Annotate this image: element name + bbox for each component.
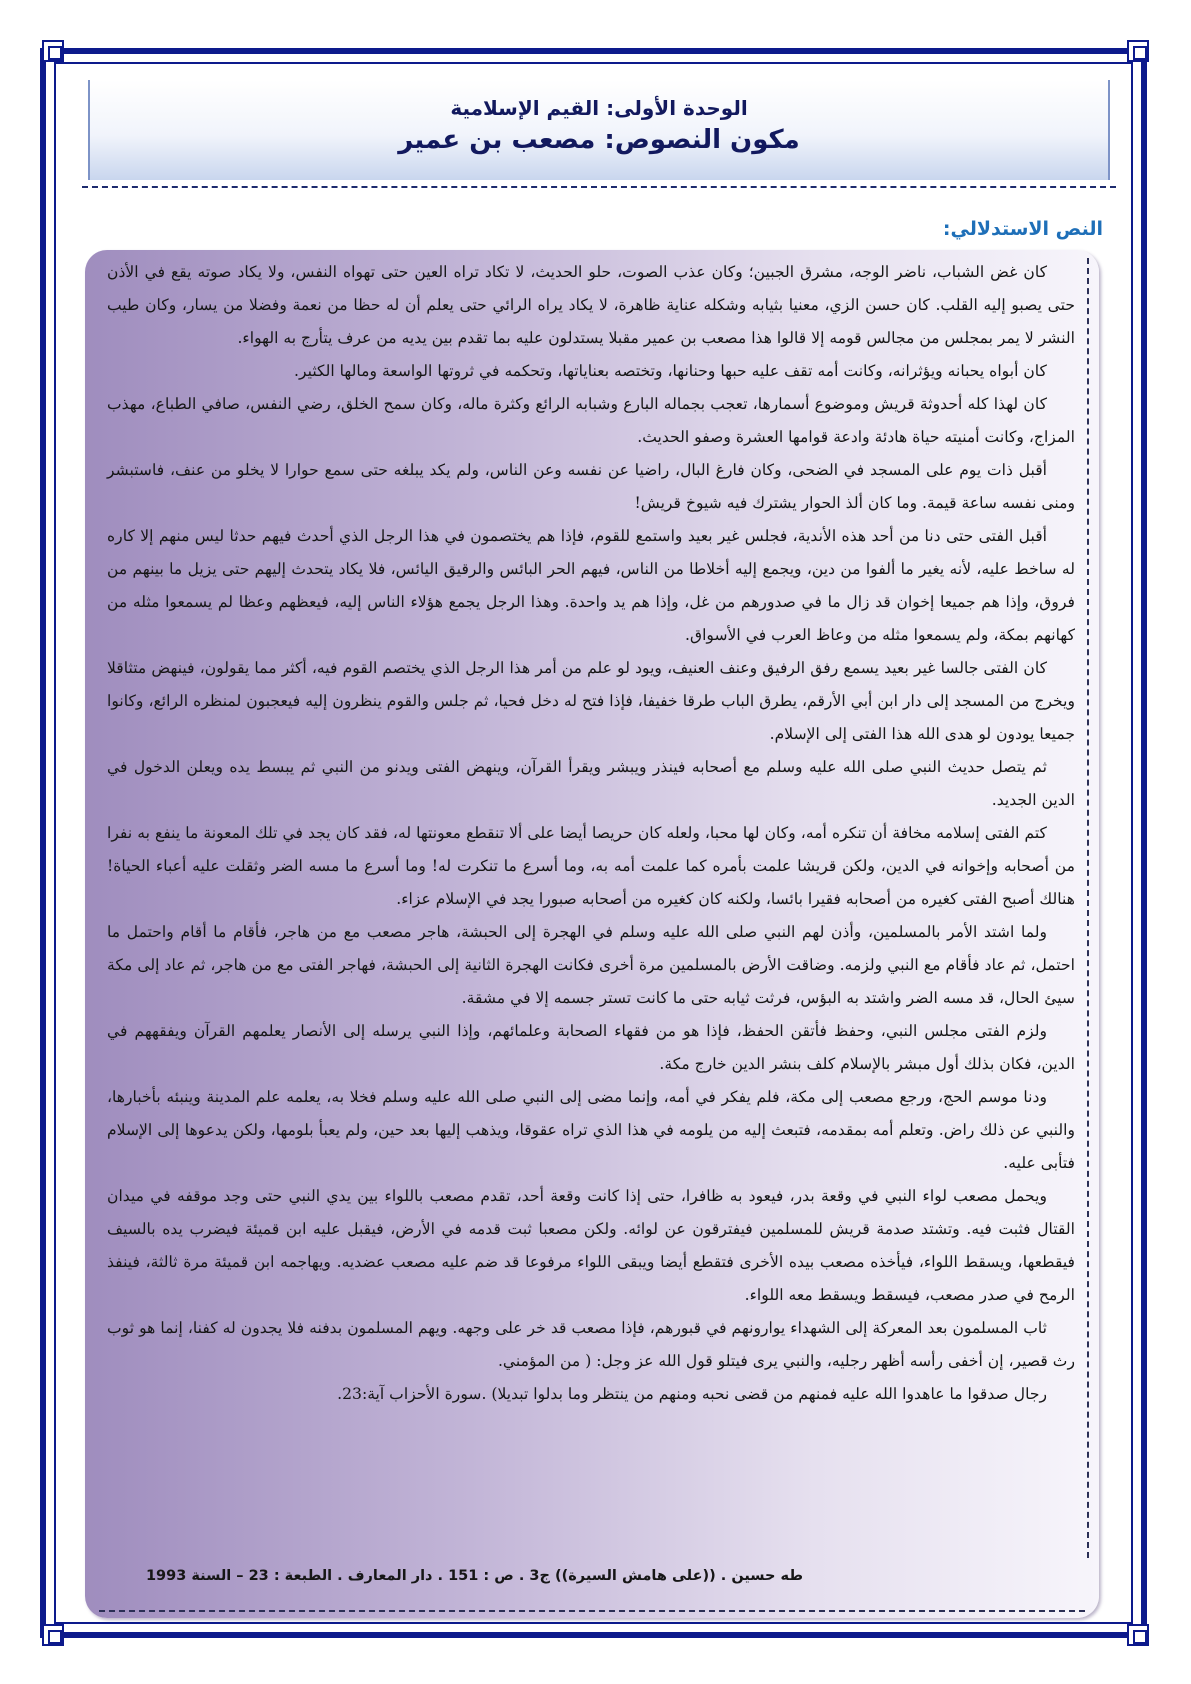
paragraph: أقبل الفتى حتى دنا من أحد هذه الأندية، فجلس غير بعيد واستمع للقوم، فإذا هم يختصمون في هذا الرجل الذي أحدث فيهم حدثا ليس منهم إلا كاره له ساخط عليه، لأنه يغير ما ألفوا من دين، ويجمع إليه أخلاطا من الناس، فيهم الحر البائس والرقيق اليائس، فلا يكاد يتحدث إليهم حتى يزيل ما بينهم من فروق، وإذا هم جميعا إخوان قد زال ما في صدورهم من غل، وإذا هم يد واحدة. وهذا الرجل يجمع هؤلاء الناس إليه، فيعظهم وعظا لم يسمعوا مثله من كهانهم بمكة، ولم يسمعوا مثله من وعاظ العرب في الأسواق. [107, 527, 1075, 644]
paragraph: ويحمل مصعب لواء النبي في وقعة بدر، فيعود به ظافرا، حتى إذا كانت وقعة أحد، تقدم مصعب باللواء بين يدي النبي حتى وجد موقفه في ميدان القتال فثبت فيه. وتشتد صدمة قريش للمسلمين فيفترقون عن لوائه. ولكن مصعبا ثبت قدمه في الأرض، فيقبل عليه ابن قميئة فيضرب يده بالسيف فيقطعها، ويسقط اللواء، فيأخذه مصعب بيده الأخرى فتقطع أيضا ويبقى اللواء مرفوعا قد ضم عليه مصعب عضديه. ويهاجمه ابن قميئة مرة ثالثة، فينفذ الرمح في صدر مصعب، فيسقط ويسقط معه اللواء. [107, 1187, 1075, 1304]
section-label: النص الاستدلالي: [942, 218, 1103, 240]
paragraph: أقبل ذات يوم على المسجد في الضحى، وكان فارغ البال، راضيا عن نفسه وعن الناس، ولم يكد يبلغه حتى سمع حوارا لا يخلو من عنف، فاستبشر ومنى نفسه ساعة قيمة. وما كان ألذ الحوار يشترك فيه شيوخ قريش! [107, 461, 1075, 512]
unit-heading: الوحدة الأولى: القيم الإسلامية [450, 96, 748, 120]
paragraph: ثاب المسلمون بعد المعركة إلى الشهداء يوارونهم في قبورهم، فإذا مصعب قد خر على وجهه. ويهم المسلمون بدفنه فلا يجدون له كفنا، إنما هو ثوب رث قصير، إن أخفى رأسه أظهر رجليه، والنبي يرى فيتلو قول الله عز وجل: ( من المؤمني. [107, 1319, 1075, 1370]
paragraph: ودنا موسم الحج، ورجع مصعب إلى مكة، فلم يفكر في أمه، وإنما مضى إلى النبي صلى الله عليه وسلم فخلا به، يعلمه علم المدينة وينبئه بأخبارها، والنبي عن ذلك راض. وتعلم أمه بمقدمه، فتبعث إليه من يلومه في هذا الذي تراه عقوقا، ويذهب إليها بعد حين، ولم يعبأ بلومها، ولكن يدعوها إلى الإسلام فتأبى عليه. [107, 1088, 1075, 1172]
text-body [107, 256, 1075, 1411]
paragraph: ولما اشتد الأمر بالمسلمين، وأذن لهم النبي صلى الله عليه وسلم في الهجرة إلى الحبشة، هاجر مصعب مع من هاجر، فأقام ما أقام واحتمل ما احتمل، ثم عاد فأقام مع النبي ولزمه. وضاقت الأرض بالمسلمين مرة أخرى فكانت الهجرة الثانية إلى الحبشة، فهاجر الفتى مع من هاجر، ثم عاد إلى مكة سيئ الحال، قد مسه الضر واشتد به البؤس، فرثت ثيابه حتى ما كانت تستر جسمه إلا في مشقة. [107, 923, 1075, 1007]
paragraph: كان غض الشباب، ناضر الوجه، مشرق الجبين؛ وكان عذب الصوت، حلو الحديث، لا تكاد تراه العين حتى تهواه النفس، ولا يكاد صوته يقع في الأذن حتى يصبو إليه القلب. كان حسن الزي، معنيا بثيابه وشكله عناية ظاهرة، لا يكاد يراه الرائي حتى يعلم أن له حظا من نعمة وفضلا من يسار، وكان طيب النشر لا يمر بمجلس من مجالس قومه إلا قالوا هذا مصعب بن عمير مقبلا يستدلون عليه بما تقدم بين يديه من عرف يتأرج به الهواء. [107, 263, 1075, 347]
page-title: مكون النصوص: مصعب بن عمير [398, 125, 800, 155]
paragraph: ولزم الفتى مجلس النبي، وحفظ فأتقن الحفظ، فإذا هو من فقهاء الصحابة وعلمائهم، وإذا النبي يرسله إلى الأنصار يعلمهم القرآن ويفقههم في الدين، فكان بذلك أول مبشر بالإسلام كلف بنشر الدين خارج مكة. [107, 1022, 1075, 1073]
paragraph: كان الفتى جالسا غير بعيد يسمع رفق الرفيق وعنف العنيف، ويود لو علم من أمر هذا الرجل الذي يختصم القوم فيه، أكثر مما يقولون، فينهض متثاقلا ويخرج من المسجد إلى دار ابن أبي الأرقم، يطرق الباب طرقا خفيفا، فإذا فتح له دخل فحيا، ثم جلس والقوم ينظرون إليه فيعجبون لمنظره الرائع، وكانوا جميعا يودون لو هدى الله هذا الفتى إلى الإسلام. [107, 659, 1075, 743]
text-box [85, 250, 1099, 1618]
corner-ornament-bottom-left [42, 1624, 64, 1646]
source-citation: طه حسين . ((على هامش السيرة)) ج3 . ص : 151 . دار المعارف . الطبعة : 23 – السنة 1993 [145, 1568, 803, 1584]
header-banner [88, 80, 1110, 180]
corner-ornament-top-right [1127, 40, 1149, 62]
paragraph: كان أبواه يحبانه ويؤثرانه، وكانت أمه تقف عليه حبها وحنانها، وتختصه بعناياتها، وتحكمه في ثروتها الواسعة ومالها الكثير. [294, 362, 1047, 380]
paragraph: ثم يتصل حديث النبي صلى الله عليه وسلم مع أصحابه فينذر ويبشر ويقرأ القرآن، وينهض الفتى ويدنو من النبي ثم يبسط يده ويعلن الدخول في الدين الجديد. [107, 758, 1075, 809]
corner-ornament-bottom-right [1127, 1624, 1149, 1646]
paragraph: كان لهذا كله أحدوثة قريش وموضوع أسمارها، تعجب بجماله البارع وشبابه الرائع وكثرة ماله، وكان سمح الخلق، رضي النفس، صافي الطباع، مهذب المزاج، وكانت أمنيته حياة هادئة وادعة قوامها العشرة وصفو الحديث. [107, 395, 1075, 446]
paragraph: كتم الفتى إسلامه مخافة أن تنكره أمه، وكان لها محبا، ولعله كان حريصا أيضا على ألا تنقطع معونتها له، فقد كان يجد في تلك المعونة ما ينفع به نفرا من أصحابه وإخوانه في الدين، ولكن قريشا علمت بأمره كما علمت أمه به، وما أسرع ما تنكرت له! وما أسرع ما مسه الضر وثقلت عليه أعباء الحياة! هنالك أصبح الفتى كغيره من أصحابه فقيرا بائسا، ولكنه كان كغيره من أصحابه صبورا يجد في الإسلام عزاء. [107, 824, 1075, 908]
corner-ornament-top-left [42, 40, 64, 62]
paragraph: رجال صدقوا ما عاهدوا الله عليه فمنهم من قضى نحبه ومنهم من ينتظر وما بدلوا تبديلا) .سورة الأحزاب آية:23. [337, 1385, 1047, 1403]
